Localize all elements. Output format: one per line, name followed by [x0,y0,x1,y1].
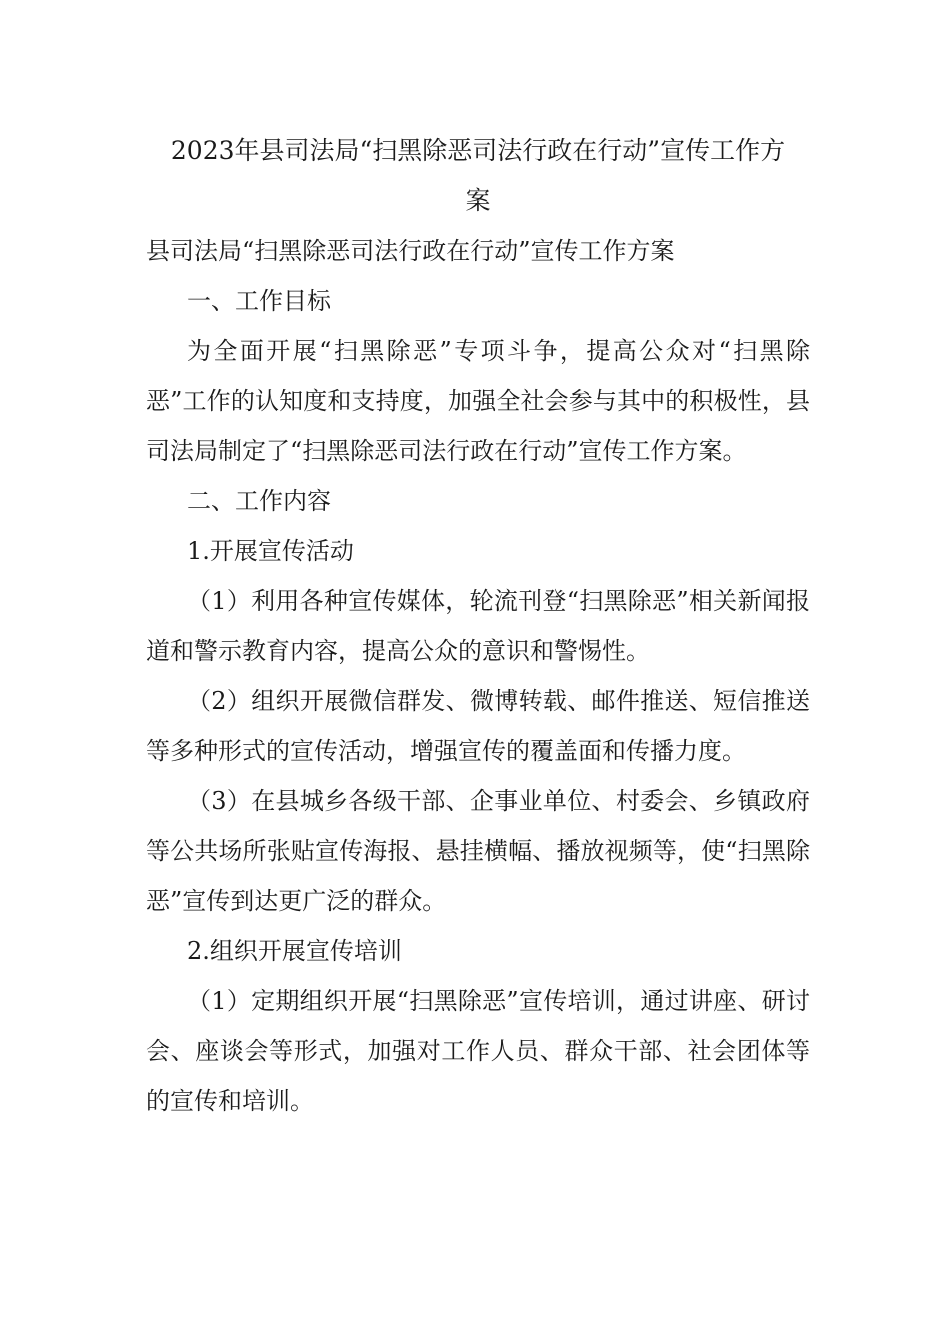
item2-heading: 2.组织开展宣传培训 [187,937,402,965]
document-page [146,126,810,1126]
section2-heading: 二、工作内容 [187,487,331,515]
document-title-line1: 2023年县司法局“扫黑除恶司法行政在行动”宣传工作方 [170,136,786,165]
item1-paragraph-3: （3）在县城乡各级干部、企事业单位、村委会、乡镇政府等公共场所张贴宣传海报、悬挂横幅、播放视频等，使“扫黑除恶”宣传到达更广泛的群众。 [146,787,810,915]
item1-paragraph-1: （1）利用各种宣传媒体，轮流刊登“扫黑除恶”相关新闻报道和警示教育内容，提高公众的意识和警惕性。 [146,587,810,665]
item1-paragraph-2: （2）组织开展微信群发、微博转载、邮件推送、短信推送等多种形式的宣传活动，增强宣传的覆盖面和传播力度。 [146,687,810,765]
item1-heading: 1.开展宣传活动 [187,537,354,565]
document-subtitle: 县司法局“扫黑除恶司法行政在行动”宣传工作方案 [146,237,675,265]
section1-heading: 一、工作目标 [187,287,331,315]
item2-paragraph-1: （1）定期组织开展“扫黑除恶”宣传培训，通过讲座、研讨会、座谈会等形式，加强对工作人员、群众干部、社会团体等的宣传和培训。 [146,987,810,1115]
document-title-line2: 案 [465,186,491,215]
section1-body: 为全面开展“扫黑除恶”专项斗争，提高公众对“扫黑除恶”工作的认知度和支持度，加强全社会参与其中的积极性，县司法局制定了“扫黑除恶司法行政在行动”宣传工作方案。 [146,337,810,465]
